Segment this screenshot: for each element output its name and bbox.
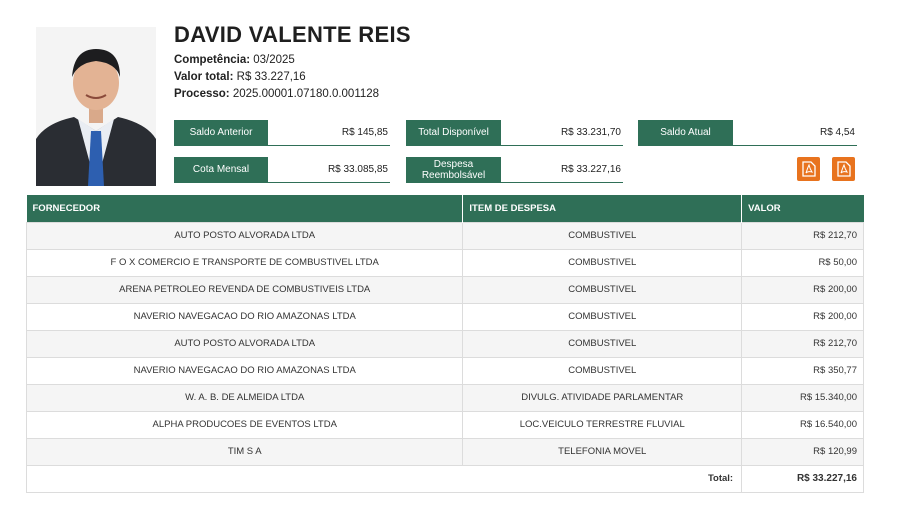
cota-mensal-card xyxy=(174,157,390,183)
table-row xyxy=(27,384,864,411)
valor-cell: R$ 16.540,00 xyxy=(742,411,864,438)
fornecedor-cell: ALPHA PRODUCOES DE EVENTOS LTDA xyxy=(27,411,463,438)
competencia-line xyxy=(174,54,295,66)
processo-line xyxy=(174,88,379,100)
item-cell: LOC.VEICULO TERRESTRE FLUVIAL xyxy=(463,411,742,438)
total-disponivel-card xyxy=(406,120,623,146)
competencia-label: Competência: xyxy=(174,54,251,66)
header-fornecedor: FORNECEDOR xyxy=(27,195,463,222)
fornecedor-cell: AUTO POSTO ALVORADA LTDA xyxy=(27,222,463,249)
valor-cell: R$ 200,00 xyxy=(742,276,864,303)
table-header-row xyxy=(27,195,864,222)
total-label: Total: xyxy=(27,465,742,492)
fornecedor-cell: W. A. B. DE ALMEIDA LTDA xyxy=(27,384,463,411)
total-disponivel-value: R$ 33.231,70 xyxy=(501,120,623,146)
total-row xyxy=(27,465,864,492)
deputy-photo xyxy=(36,27,156,186)
table-row xyxy=(27,303,864,330)
pdf-download-button-2[interactable] xyxy=(832,157,855,181)
item-cell: COMBUSTIVEL xyxy=(463,330,742,357)
item-cell: COMBUSTIVEL xyxy=(463,276,742,303)
valor-total-label: Valor total: xyxy=(174,71,234,83)
total-value: R$ 33.227,16 xyxy=(742,465,864,492)
header-valor: VALOR xyxy=(742,195,864,222)
valor-total-value: R$ 33.227,16 xyxy=(236,71,306,83)
valor-cell: R$ 15.340,00 xyxy=(742,384,864,411)
valor-total-line xyxy=(174,71,306,83)
item-cell: COMBUSTIVEL xyxy=(463,303,742,330)
competencia-value: 03/2025 xyxy=(253,54,295,66)
valor-cell: R$ 120,99 xyxy=(742,438,864,465)
fornecedor-cell: TIM S A xyxy=(27,438,463,465)
pdf-icon xyxy=(802,161,816,177)
saldo-atual-value: R$ 4,54 xyxy=(733,120,857,146)
valor-cell: R$ 350,77 xyxy=(742,357,864,384)
processo-value: 2025.00001.07180.0.001128 xyxy=(232,88,380,100)
table-row xyxy=(27,249,864,276)
item-cell: COMBUSTIVEL xyxy=(463,249,742,276)
processo-label: Processo: xyxy=(174,88,230,100)
table-row xyxy=(27,330,864,357)
total-disponivel-label: Total Disponível xyxy=(406,120,501,146)
fornecedor-cell: ARENA PETROLEO REVENDA DE COMBUSTIVEIS LTDA xyxy=(27,276,463,303)
item-cell: TELEFONIA MOVEL xyxy=(463,438,742,465)
valor-cell: R$ 200,00 xyxy=(742,303,864,330)
table-row xyxy=(27,438,864,465)
pdf-download-button-1[interactable] xyxy=(797,157,820,181)
item-cell: COMBUSTIVEL xyxy=(463,357,742,384)
saldo-anterior-card xyxy=(174,120,390,146)
despesa-reembolsavel-value: R$ 33.227,16 xyxy=(501,157,623,183)
fornecedor-cell: AUTO POSTO ALVORADA LTDA xyxy=(27,330,463,357)
portrait-image xyxy=(36,27,156,186)
valor-cell: R$ 50,00 xyxy=(742,249,864,276)
expenses-table xyxy=(26,195,864,493)
despesa-reembolsavel-card xyxy=(406,157,623,183)
fornecedor-cell: NAVERIO NAVEGACAO DO RIO AMAZONAS LTDA xyxy=(27,357,463,384)
header-item-despesa: ITEM DE DESPESA xyxy=(463,195,742,222)
saldo-anterior-value: R$ 145,85 xyxy=(268,120,390,146)
item-cell: COMBUSTIVEL xyxy=(463,222,742,249)
saldo-atual-card xyxy=(638,120,857,146)
deputy-name: DAVID VALENTE REIS xyxy=(174,22,411,47)
cota-mensal-label: Cota Mensal xyxy=(174,157,268,183)
cota-mensal-value: R$ 33.085,85 xyxy=(268,157,390,183)
table-row xyxy=(27,222,864,249)
table-row xyxy=(27,276,864,303)
saldo-atual-label: Saldo Atual xyxy=(638,120,733,146)
despesa-reembolsavel-label: Despesa Reembolsável xyxy=(406,157,501,183)
valor-cell: R$ 212,70 xyxy=(742,222,864,249)
valor-cell: R$ 212,70 xyxy=(742,330,864,357)
item-cell: DIVULG. ATIVIDADE PARLAMENTAR xyxy=(463,384,742,411)
fornecedor-cell: F O X COMERCIO E TRANSPORTE DE COMBUSTIVEL LTDA xyxy=(27,249,463,276)
table-row xyxy=(27,411,864,438)
pdf-icon xyxy=(837,161,851,177)
saldo-anterior-label: Saldo Anterior xyxy=(174,120,268,146)
fornecedor-cell: NAVERIO NAVEGACAO DO RIO AMAZONAS LTDA xyxy=(27,303,463,330)
table-row xyxy=(27,357,864,384)
